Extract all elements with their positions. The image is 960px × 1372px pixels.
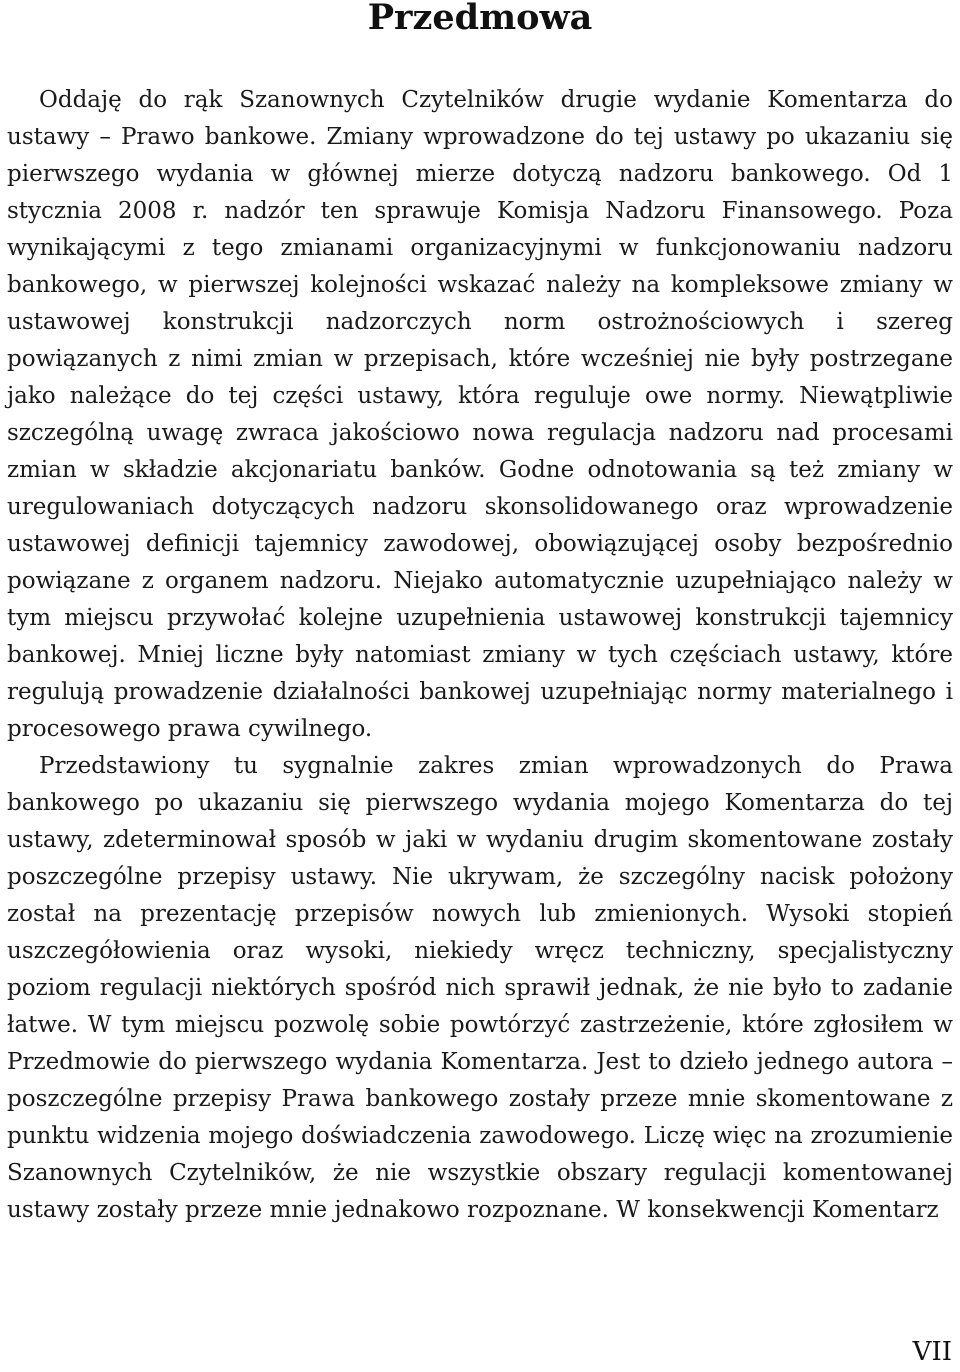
- page-title: Przedmowa: [367, 0, 593, 38]
- paragraph-1: Oddaję do rąk Szanownych Czytelników drugie wydanie Komentarza do ustawy – Prawo bankowe. Zmiany wprowadzone do tej ustawy po ukazaniu się pierwszego wydania w głównej mierze dotyczą nadzoru bankowego. Od 1 stycznia 2008 r. nadzór ten sprawuje Komisja Nadzoru Finansowego. Poza wynikającymi z tego zmianami organizacyjnymi w funkcjonowaniu nadzoru bankowego, w pierwszej kolejności wskazać należy na kompleksowe zmiany w ustawowej konstrukcji nadzorczych norm ostrożnościowych i szereg powiązanych z nimi zmian w przepisach, które wcześniej nie były postrzegane jako należące do tej części ustawy, która reguluje owe normy. Niewątpliwie szczególną uwagę zwraca jakościowo nowa regulacja nadzoru nad procesami zmian w składzie akcjonariatu banków. Godne odnotowania są też zmiany w uregulowaniach dotyczących nadzoru skonsolidowanego oraz wprowadzenie ustawowej definicji tajemnicy zawodowej, obowiązującej osoby bezpośrednio powiązane z organem nadzoru. Niejako automatycznie uzupełniająco należy w tym miejscu przywołać kolejne uzupełnienia ustawowej konstrukcji tajemnicy bankowej. Mniej liczne były natomiast zmiany w tych częściach ustawy, które regulują prowadzenie działalności bankowej uzupełniając normy materialnego i procesowego prawa cywilnego.: [7, 87, 953, 742]
- body-text: [7, 82, 953, 1229]
- paragraph-2: Przedstawiony tu sygnalnie zakres zmian wprowadzonych do Prawa bankowego po ukazaniu się pierwszego wydania mojego Komentarza do tej ustawy, zdeterminował sposób w jaki w wydaniu drugim skomentowane zostały poszczególne przepisy ustawy. Nie ukrywam, że szczególny nacisk położony został na prezentację przepisów nowych lub zmienionych. Wysoki stopień uszczegółowienia oraz wysoki, niekiedy wręcz techniczny, specjalistyczny poziom regulacji niektórych spośród nich sprawił jednak, że nie było to zadanie łatwe. W tym miejscu pozwolę sobie powtórzyć zastrzeżenie, które zgłosiłem w Przedmowie do pierwszego wydania Komentarza. Jest to dzieło jednego autora – poszczególne przepisy Prawa bankowego zostały przeze mnie skomentowane z punktu widzenia mojego doświadczenia zawodowego. Liczę więc na zrozumienie Szanownych Czytelników, że nie wszystkie obszary regulacji komentowanej ustawy zostały przeze mnie jednakowo rozpoznane. W konsekwencji Komentarz: [7, 753, 953, 1223]
- page-number: VII: [912, 1337, 952, 1367]
